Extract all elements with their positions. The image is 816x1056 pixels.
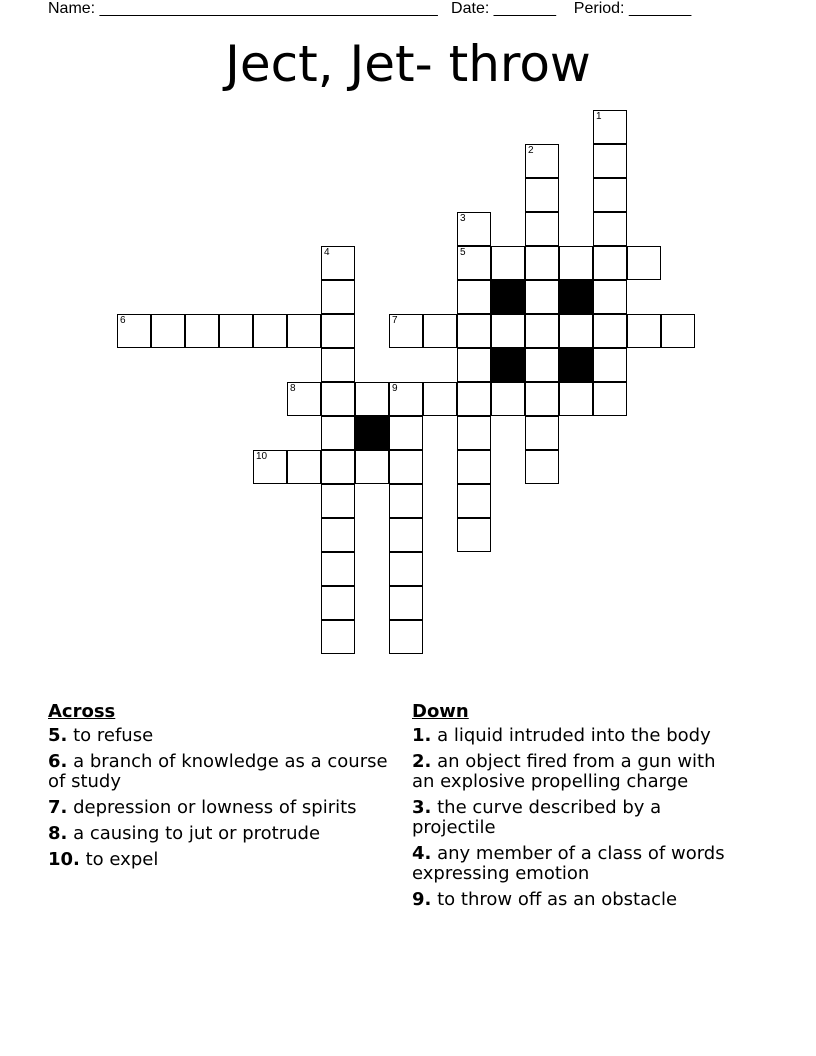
- black-cell: [491, 280, 525, 314]
- clue-number: 4.: [412, 843, 432, 864]
- clue-text: any member of a class of words expressing emotion: [412, 843, 725, 884]
- grid-cell[interactable]: [117, 314, 151, 348]
- across-clue: [48, 726, 388, 746]
- clue-number: 8.: [48, 823, 68, 844]
- grid-cell[interactable]: [389, 416, 423, 450]
- grid-cell[interactable]: [321, 246, 355, 280]
- clue-number: 10.: [48, 849, 80, 870]
- grid-cell[interactable]: [559, 314, 593, 348]
- grid-cell[interactable]: [389, 586, 423, 620]
- grid-cell[interactable]: [321, 518, 355, 552]
- grid-cell[interactable]: [219, 314, 253, 348]
- clue-text: to expel: [79, 849, 159, 870]
- grid-cell[interactable]: [593, 144, 627, 178]
- grid-cell[interactable]: [253, 314, 287, 348]
- clue-text: to refuse: [67, 725, 154, 746]
- clue-number: 5.: [48, 725, 68, 746]
- grid-cell[interactable]: [389, 484, 423, 518]
- grid-cell[interactable]: [593, 314, 627, 348]
- black-cell: [559, 280, 593, 314]
- grid-cell[interactable]: [525, 450, 559, 484]
- grid-cell[interactable]: [321, 620, 355, 654]
- grid-cell[interactable]: [321, 280, 355, 314]
- grid-cell[interactable]: [593, 280, 627, 314]
- clue-number: 4: [324, 247, 330, 258]
- grid-cell[interactable]: [525, 212, 559, 246]
- grid-cell[interactable]: [525, 314, 559, 348]
- clue-text: the curve described by a projectile: [412, 797, 662, 838]
- clue-text: an object fired from a gun with an explosive propelling charge: [412, 751, 716, 792]
- across-clue: [48, 752, 388, 792]
- clue-number: 8: [290, 383, 296, 394]
- grid-cell[interactable]: [423, 382, 457, 416]
- grid-cell[interactable]: [525, 416, 559, 450]
- clue-number: 3: [460, 213, 466, 224]
- grid-cell[interactable]: [593, 212, 627, 246]
- grid-cell[interactable]: [287, 382, 321, 416]
- clue-text: to throw off as an obstacle: [431, 889, 678, 910]
- worksheet-header: Name: ______________________________________ Date: _______ Period: _______: [48, 0, 692, 17]
- grid-cell[interactable]: [389, 552, 423, 586]
- grid-cell[interactable]: [525, 178, 559, 212]
- grid-cell[interactable]: [457, 518, 491, 552]
- grid-cell[interactable]: [253, 450, 287, 484]
- clue-number: 10: [256, 451, 268, 462]
- grid-cell[interactable]: [593, 348, 627, 382]
- clue-number: 6.: [48, 751, 68, 772]
- grid-cell[interactable]: [321, 586, 355, 620]
- down-clues: [412, 702, 742, 916]
- grid-cell[interactable]: [457, 382, 491, 416]
- across-clue: [48, 850, 388, 870]
- grid-cell[interactable]: [287, 314, 321, 348]
- down-clue: [412, 752, 742, 792]
- grid-cell[interactable]: [321, 382, 355, 416]
- grid-cell[interactable]: [321, 450, 355, 484]
- grid-cell[interactable]: [457, 348, 491, 382]
- grid-cell[interactable]: [321, 416, 355, 450]
- clue-number: 2: [528, 145, 534, 156]
- grid-cell[interactable]: [457, 314, 491, 348]
- across-heading: Across: [48, 701, 116, 722]
- grid-cell[interactable]: [593, 382, 627, 416]
- grid-cell[interactable]: [593, 246, 627, 280]
- clue-text: a causing to jut or protrude: [67, 823, 321, 844]
- grid-cell[interactable]: [627, 314, 661, 348]
- clue-number: 6: [120, 315, 126, 326]
- clue-number: 1.: [412, 725, 432, 746]
- grid-cell[interactable]: [457, 280, 491, 314]
- grid-cell[interactable]: [457, 484, 491, 518]
- grid-cell[interactable]: [287, 450, 321, 484]
- grid-cell[interactable]: [355, 382, 389, 416]
- clue-number: 9.: [412, 889, 432, 910]
- grid-cell[interactable]: [457, 450, 491, 484]
- clue-number: 3.: [412, 797, 432, 818]
- grid-cell[interactable]: [559, 246, 593, 280]
- grid-cell[interactable]: [661, 314, 695, 348]
- across-clues: [48, 702, 388, 876]
- across-clue-list: [48, 726, 388, 870]
- grid-cell[interactable]: [525, 280, 559, 314]
- grid-cell[interactable]: [389, 314, 423, 348]
- grid-cell[interactable]: [525, 144, 559, 178]
- clue-number: 7: [392, 315, 398, 326]
- down-clue: [412, 890, 742, 910]
- grid-cell[interactable]: [491, 314, 525, 348]
- down-clue: [412, 844, 742, 884]
- black-cell: [491, 348, 525, 382]
- grid-cell[interactable]: [491, 382, 525, 416]
- grid-cell[interactable]: [355, 450, 389, 484]
- grid-cell[interactable]: [525, 382, 559, 416]
- clue-text: a liquid intruded into the body: [431, 725, 711, 746]
- grid-cell[interactable]: [321, 348, 355, 382]
- grid-cell[interactable]: [389, 450, 423, 484]
- grid-cell[interactable]: [185, 314, 219, 348]
- clue-number: 2.: [412, 751, 432, 772]
- black-cell: [559, 348, 593, 382]
- clue-text: depression or lowness of spirits: [67, 797, 357, 818]
- across-clue: [48, 824, 388, 844]
- clue-number: 7.: [48, 797, 68, 818]
- grid-cell[interactable]: [423, 314, 457, 348]
- down-clue: [412, 798, 742, 838]
- clue-number: 1: [596, 111, 602, 122]
- grid-cell[interactable]: [457, 246, 491, 280]
- grid-cell[interactable]: [559, 382, 593, 416]
- grid-cell[interactable]: [627, 246, 661, 280]
- across-clue: [48, 798, 388, 818]
- grid-cell[interactable]: [491, 246, 525, 280]
- page-title: Ject, Jet- throw: [225, 35, 591, 93]
- grid-cell[interactable]: [321, 314, 355, 348]
- grid-cell[interactable]: [321, 552, 355, 586]
- clue-text: a branch of knowledge as a course of study: [48, 751, 388, 792]
- grid-cell[interactable]: [321, 484, 355, 518]
- black-cell: [355, 416, 389, 450]
- grid-cell[interactable]: [525, 246, 559, 280]
- grid-cell[interactable]: [593, 110, 627, 144]
- grid-cell[interactable]: [457, 416, 491, 450]
- grid-cell[interactable]: [389, 620, 423, 654]
- down-heading: Down: [412, 701, 469, 722]
- grid-cell[interactable]: [457, 212, 491, 246]
- down-clue: [412, 726, 742, 746]
- grid-cell[interactable]: [525, 348, 559, 382]
- down-clue-list: [412, 726, 742, 910]
- clue-number: 9: [392, 383, 398, 394]
- grid-cell[interactable]: [389, 518, 423, 552]
- clue-number: 5: [460, 247, 466, 258]
- grid-cell[interactable]: [389, 382, 423, 416]
- grid-cell[interactable]: [151, 314, 185, 348]
- grid-cell[interactable]: [593, 178, 627, 212]
